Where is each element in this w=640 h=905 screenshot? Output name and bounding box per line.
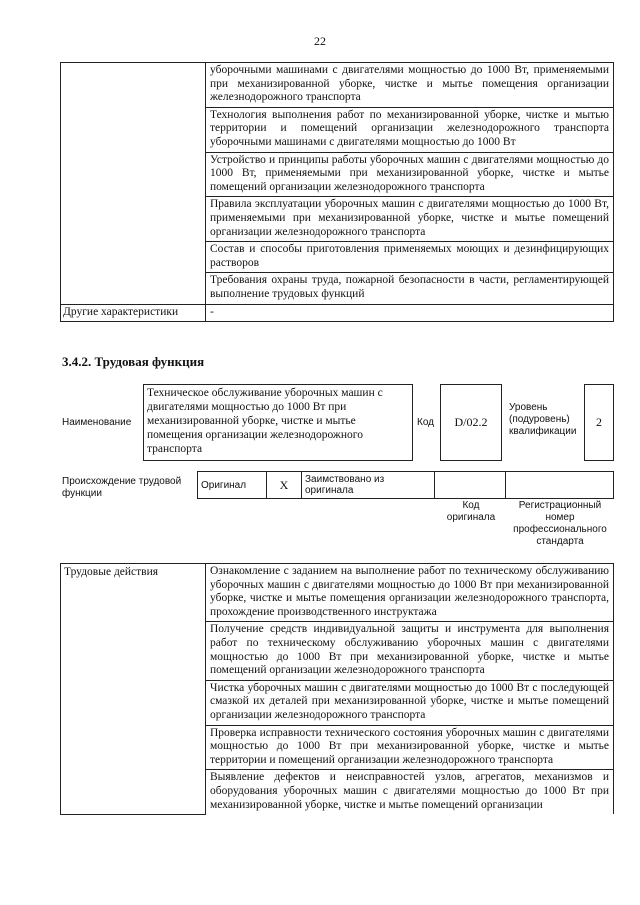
actions-table xyxy=(60,563,614,815)
knowledge-label-cell xyxy=(61,63,206,305)
knowledge-table xyxy=(60,62,614,322)
original-code-cell xyxy=(435,472,506,499)
table-cell: Выявление дефектов и неисправностей узлов, агрегатов, механизмов и оборудования уборочных машин с двигателями мощностью до 1000 Вт при механизированной уборке, чистке и мытье помещений организации xyxy=(206,770,614,814)
level-box xyxy=(584,384,614,461)
table-cell: Состав и способы приготовления применяемых моющих и дезинфицирующих растворов xyxy=(206,242,614,273)
table-cell: Технология выполнения работ по механизированной уборке, чистке и мытью территории и помещений организации железнодорожного транспорта уборочными машинами с двигателями мощностью до 1000 Вт xyxy=(206,107,614,152)
actions-label: Трудовые действия xyxy=(61,564,206,815)
table-cell: Устройство и принципы работы уборочных машин с двигателями мощностью до 1000 Вт, применяемыми при механизированной уборке, чистке и мытье помещений организации железнодорожного транспорта xyxy=(206,152,614,197)
table-cell: Чистка уборочных машин с двигателями мощностью до 1000 Вт с последующей смазкой их деталей при механизированной уборке, чистке и мытье помещений организации железнодорожного транспорта xyxy=(206,680,614,725)
table-row xyxy=(61,564,614,622)
table-cell: Получение средств индивидуальной защиты и инструмента для выполнения работ по техническому обслуживанию уборочных машин с двигателями мощностью до 1000 Вт при механизированной уборке, чистке и мытье помещений организации железнодорожного транспорта xyxy=(206,622,614,680)
page-number: 22 xyxy=(314,34,326,48)
table-cell: Требования охраны труда, пожарной безопасности в части, регламентирующей выполнение трудовых функций xyxy=(206,273,614,304)
table-row xyxy=(198,472,614,499)
code-label: Код xyxy=(417,417,435,428)
borrowed-label-cell: Заимствовано из оригинала xyxy=(302,472,435,499)
origin-table xyxy=(197,471,614,499)
other-characteristics-value: - xyxy=(206,304,614,322)
table-cell: уборочными машинами с двигателями мощностью до 1000 Вт, применяемыми при механизированной уборке, чистке и мытье помещения организации железнодорожного транспорта xyxy=(206,63,614,108)
name-label: Наименование xyxy=(62,417,132,428)
original-code-caption: Код оригинала xyxy=(446,500,496,523)
reg-number-cell xyxy=(506,472,614,499)
table-cell: Проверка исправности технического состояния уборочных машин с двигателями мощностью до 1000 Вт при механизированной уборке, чистке и мытье территории и помещений организации железнодорожного транспорта xyxy=(206,725,614,770)
original-label-cell: Оригинал xyxy=(198,472,267,499)
function-code-value: D/02.2 xyxy=(454,415,488,429)
section-title: 3.4.2. Трудовая функция xyxy=(62,354,205,369)
table-cell: Правила эксплуатации уборочных машин с двигателями мощностью до 1000 Вт, применяемыми при механизированной уборке, чистке и мытье помещений организации железнодорожного транспорта xyxy=(206,197,614,242)
level-label: Уровень (подуровень) квалификации xyxy=(509,402,577,437)
table-cell: Ознакомление с заданием на выполнение работ по техническому обслуживанию уборочных машин с двигателями мощностью до 1000 Вт при механизированной уборке, чистке и мытье помещения организации железнодорожного транспорта, прохождение производственного инструктажа xyxy=(206,564,614,622)
original-mark-cell: X xyxy=(267,472,302,499)
other-characteristics-label: Другие характеристики xyxy=(61,304,206,322)
function-name-box: Техническое обслуживание уборочных машин с двигателями мощностью до 1000 Вт при механизированной уборке, чистке и мытье помещения организации железнодорожного транспорта xyxy=(143,384,413,461)
origin-label: Происхождение трудовой функции xyxy=(62,476,182,499)
reg-number-caption: Регистрационный номер профессионального стандарта xyxy=(513,500,607,547)
table-row xyxy=(61,63,614,108)
table-row xyxy=(61,304,614,322)
level-value: 2 xyxy=(596,415,602,429)
function-code-box xyxy=(440,384,502,461)
